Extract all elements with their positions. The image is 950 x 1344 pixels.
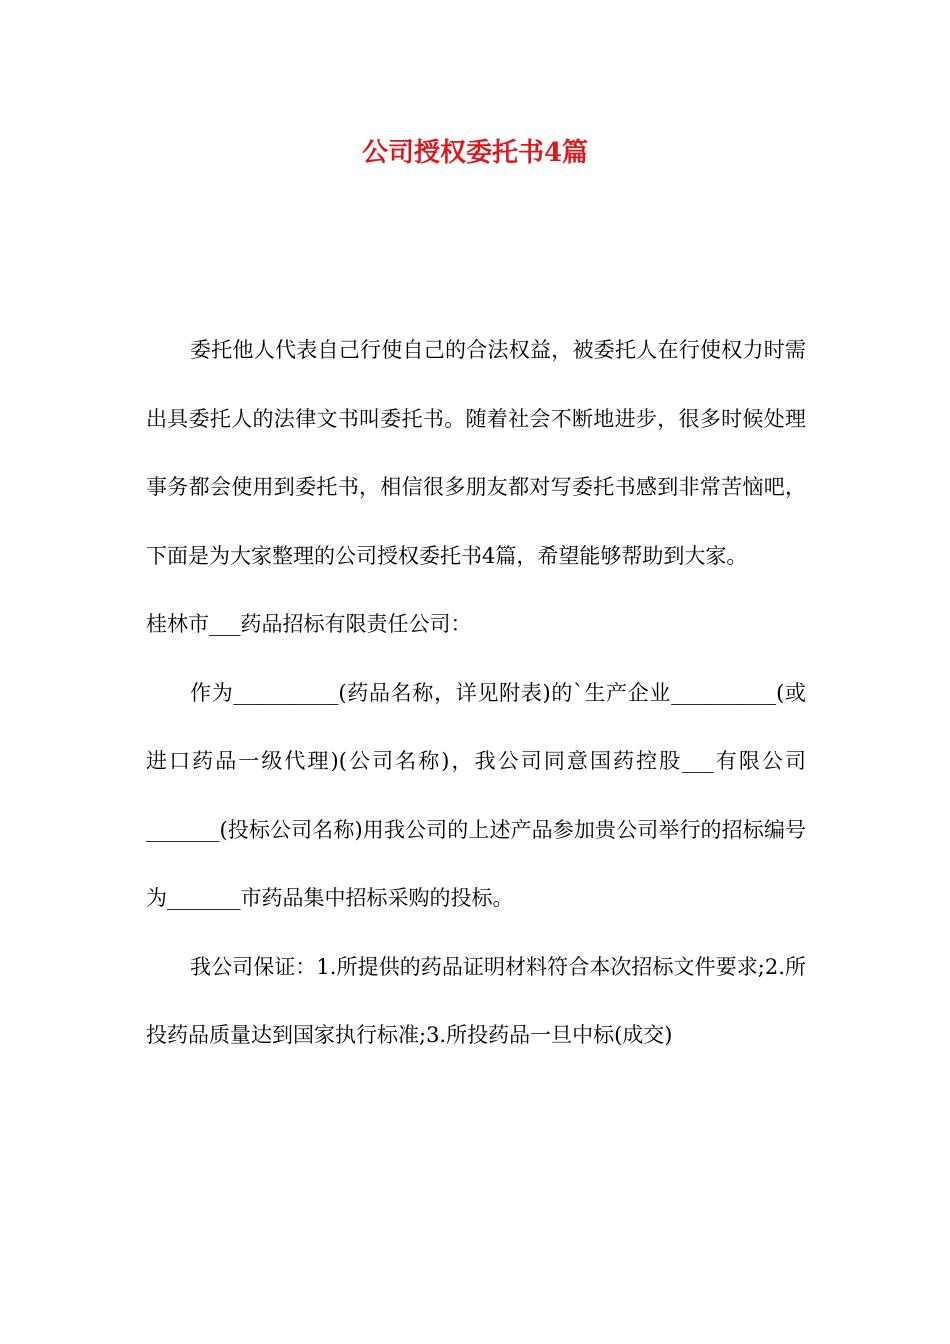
guarantee-paragraph: 我公司保证：1.所提供的药品证明材料符合本次招标文件要求;2.所投药品质量达到国家执行标准;3.所投药品一旦中标(成交) [146, 954, 806, 1047]
intro-paragraph: 委托他人代表自己行使自己的合法权益，被委托人在行使权力时需出具委托人的法律文书叫委托书。随着社会不断地进步，很多时候处理事务都会使用到委托书，相信很多朋友都对写委托书感到非常苦恼吧，下面是为大家整理的公司授权委托书4篇，希望能够帮助到大家。 [146, 338, 806, 568]
authorization-paragraph: 作为__________(药品名称，详见附表)的`生产企业__________(或进口药品一级代理)(公司名称)，我公司同意国药控股___有限公司_______(投标公司名称)用我公司的上述产品参加贵公司举行的招标编号为_______市药品集中招标采购的投标。 [146, 680, 806, 910]
document-body [146, 316, 806, 1070]
document-title: 公司授权委托书4篇 [361, 138, 589, 168]
addressee-line: 桂林市___药品招标有限责任公司： [146, 612, 472, 636]
